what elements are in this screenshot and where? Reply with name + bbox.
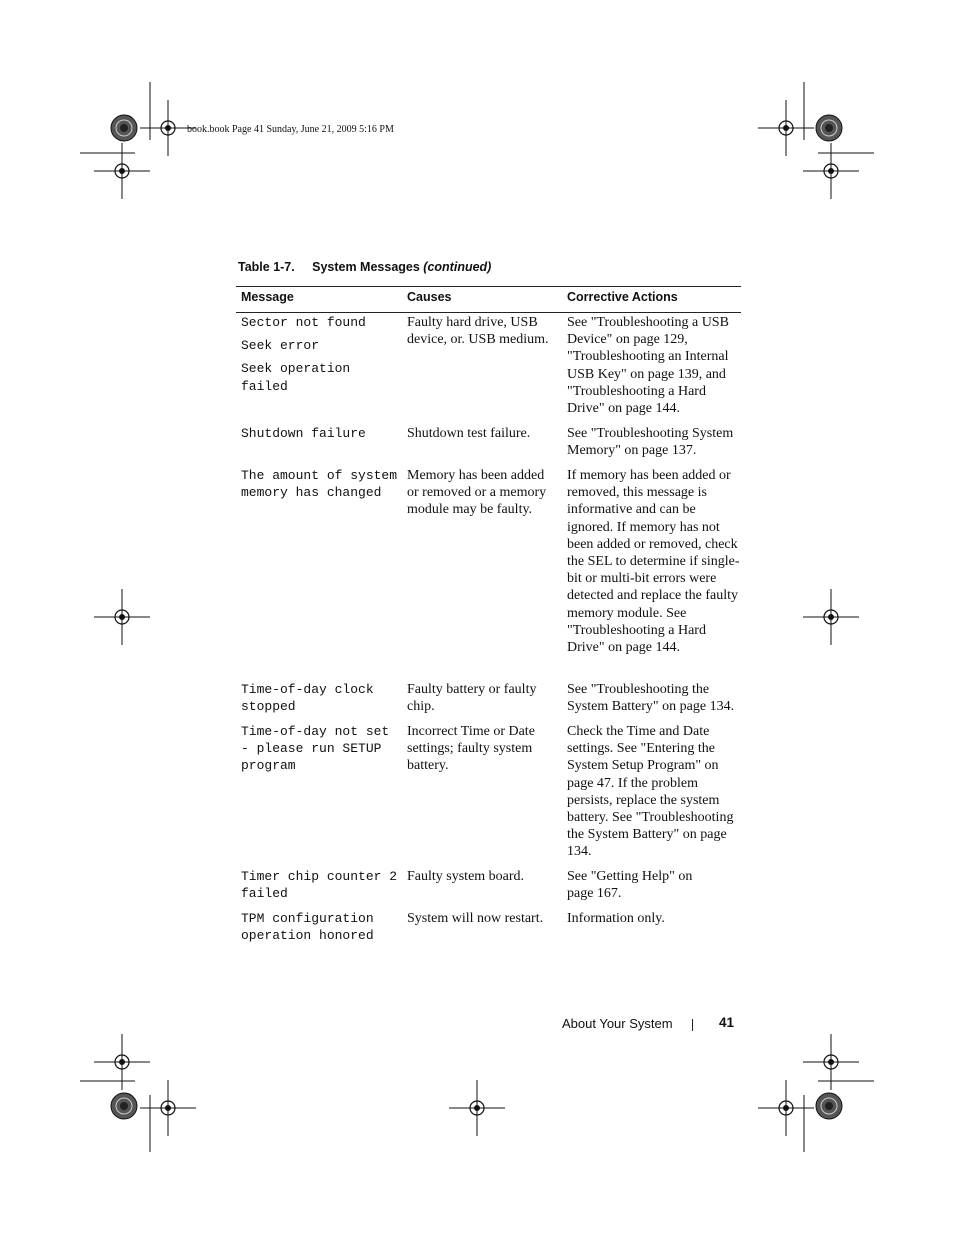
table-number: Table 1-7. bbox=[238, 260, 295, 274]
table-row-6-actions: See "Getting Help" on page 167. bbox=[567, 869, 693, 902]
table-row-1-actions: See "Troubleshooting a USB Device" on page 129, "Troubleshooting an Internal USB Key" on page 139, and "Troubleshooting a Hard Drive" on page 144. bbox=[567, 315, 729, 417]
table-row-7-causes: System will now restart. bbox=[407, 911, 544, 926]
table-row-1-causes: Faulty hard drive, USB device, or. USB medium. bbox=[407, 315, 549, 348]
table-row-6-message: Timer chip counter 2 failed bbox=[241, 869, 398, 902]
table-title: System Messages bbox=[312, 260, 420, 274]
header-corrective-actions: Corrective Actions bbox=[567, 290, 678, 304]
table-row-4-causes: Faulty battery or faulty chip. bbox=[407, 682, 537, 715]
table-row-2-actions: See "Troubleshooting System Memory" on page 137. bbox=[567, 426, 734, 459]
table-row-2-causes: Shutdown test failure. bbox=[407, 426, 531, 441]
table-row-2-message: Shutdown failure bbox=[241, 426, 366, 441]
message-text: Seek error bbox=[241, 338, 320, 354]
table-row-3-actions: If memory has been added or removed, this message is informative and can be ignored. If memory has not been added or removed, check the SEL to determine if single-bit or multi-bit errors were detected and replace the faulty memory module. See "Troubleshooting a Hard Drive" on page 144. bbox=[567, 468, 740, 656]
table-row-7-message: TPM configuration operation honored bbox=[241, 911, 374, 944]
message-text: Sector not found bbox=[241, 315, 366, 330]
table-caption bbox=[238, 260, 491, 274]
table-row-5-causes: Incorrect Time or Date settings; faulty system battery. bbox=[407, 724, 535, 774]
table-row-4-message: Time-of-day clock stopped bbox=[241, 682, 374, 715]
running-footer-title: About Your System bbox=[562, 1016, 673, 1031]
table-continued: (continued) bbox=[423, 260, 492, 274]
table-row-7-actions: Information only. bbox=[567, 911, 665, 926]
table-row-5-actions: Check the Time and Date settings. See "Entering the System Setup Program" on page 47. If the problem persists, replace the system battery. See "Troubleshooting the System Battery" on page 134. bbox=[567, 724, 734, 860]
table-row-3-causes: Memory has been added or removed or a memory module may be faulty. bbox=[407, 468, 547, 518]
table-row-3-message: The amount of system memory has changed bbox=[241, 468, 398, 501]
table-top-rule bbox=[236, 286, 741, 287]
page-number: 41 bbox=[719, 1015, 735, 1030]
table-row-5-message: Time-of-day not set - please run SETUP program bbox=[241, 724, 390, 774]
table-row-4-actions: See "Troubleshooting the System Battery" on page 134. bbox=[567, 682, 735, 715]
print-slug: book.book Page 41 Sunday, June 21, 2009 5:16 PM bbox=[187, 124, 394, 135]
header-message: Message bbox=[241, 290, 294, 304]
table-header-rule bbox=[236, 312, 741, 313]
table-row-1-message bbox=[241, 314, 399, 395]
footer-divider bbox=[692, 1019, 693, 1031]
message-text: Seek operation failed bbox=[241, 361, 351, 394]
table-row-6-causes: Faulty system board. bbox=[407, 869, 525, 884]
header-causes: Causes bbox=[407, 290, 452, 304]
